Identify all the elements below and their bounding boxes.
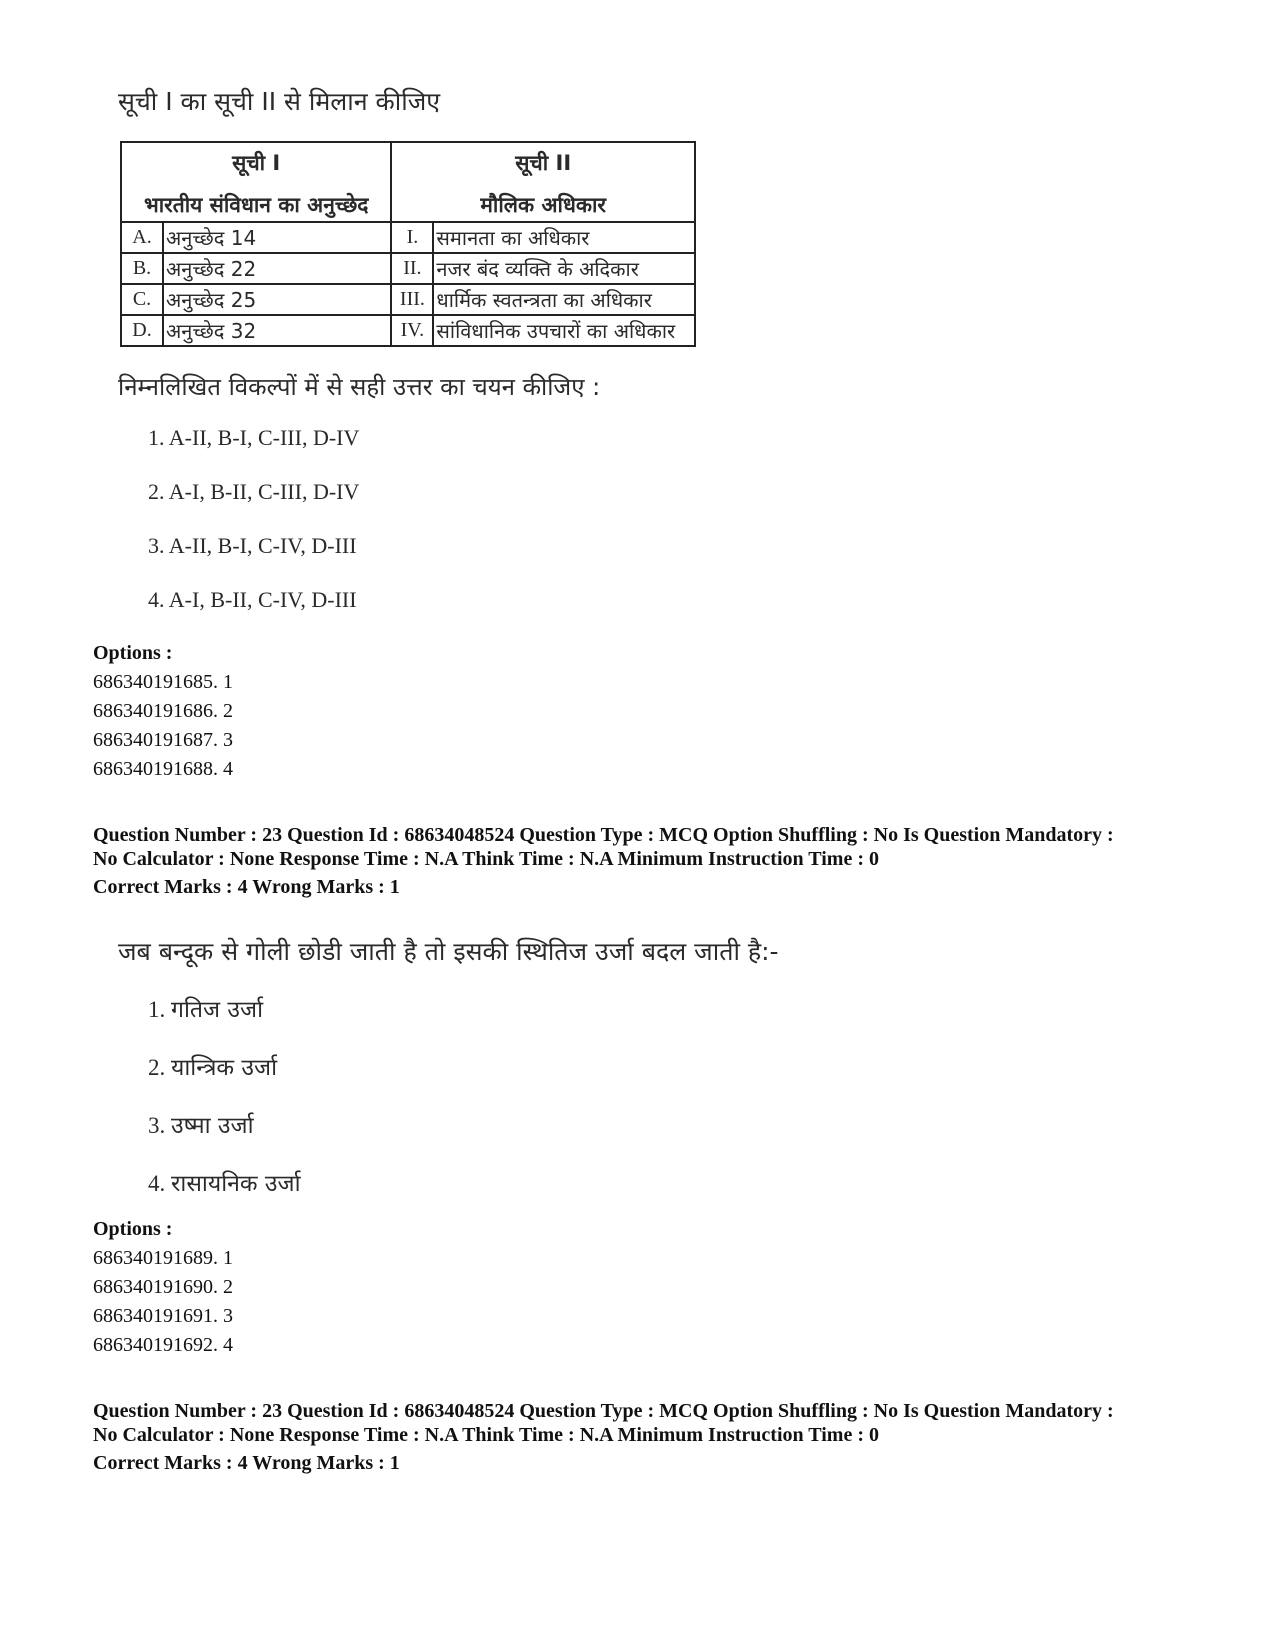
q1-option-id-4: 686340191688. 4 xyxy=(93,758,233,780)
choice-number: 1. xyxy=(148,997,171,1022)
choice-text: गतिज उर्जा xyxy=(171,997,264,1023)
article-cell: अनुच्छेद 14 xyxy=(163,222,391,253)
list1-header xyxy=(121,142,391,222)
marks-line: Correct Marks : 4 Wrong Marks : 1 xyxy=(93,1452,400,1474)
meta-line-2: No Calculator : None Response Time : N.A Think Time : N.A Minimum Instruction Time : 0 xyxy=(93,848,879,870)
table-row xyxy=(121,253,695,284)
meta-line-1: Question Number : 23 Question Id : 68634048524 Question Type : MCQ Option Shuffling : No Is Question Mandatory : xyxy=(93,824,1114,846)
article-cell: अनुच्छेद 25 xyxy=(163,284,391,315)
q1-options-label: Options : xyxy=(93,642,173,664)
table-row xyxy=(121,315,695,346)
question-meta-2 xyxy=(93,1399,1213,1475)
q1-option-id-3: 686340191687. 3 xyxy=(93,729,233,751)
q2-option-id-2: 686340191690. 2 xyxy=(93,1276,233,1298)
row-label: II. xyxy=(391,253,433,284)
meta-line-2: No Calculator : None Response Time : N.A Think Time : N.A Minimum Instruction Time : 0 xyxy=(93,1424,879,1446)
list1-title: सूची I xyxy=(232,151,281,175)
choice-text: उष्मा उर्जा xyxy=(171,1113,254,1139)
row-label: A. xyxy=(121,222,163,253)
article-cell: अनुच्छेद 22 xyxy=(163,253,391,284)
table-row xyxy=(121,284,695,315)
row-label: D. xyxy=(121,315,163,346)
choice-text: यान्त्रिक उर्जा xyxy=(171,1055,278,1081)
marks-line: Correct Marks : 4 Wrong Marks : 1 xyxy=(93,876,400,898)
q1-option-id-2: 686340191686. 2 xyxy=(93,700,233,722)
list1-subtitle: भारतीय संविधान का अनुच्छेद xyxy=(143,193,369,217)
q2-options-label: Options : xyxy=(93,1218,173,1240)
q2-choice-3 xyxy=(148,1108,254,1140)
q1-prompt: सूची I का सूची II से मिलान कीजिए xyxy=(118,87,441,116)
table-row xyxy=(121,222,695,253)
q2-option-id-1: 686340191689. 1 xyxy=(93,1247,233,1269)
q1-option-id-1: 686340191685. 1 xyxy=(93,671,233,693)
list2-header xyxy=(391,142,695,222)
q1-choice-3: 3. A-II, B-I, C-IV, D-III xyxy=(148,533,357,558)
right-cell: नजर बंद व्यक्ति के अदिकार xyxy=(433,253,695,284)
list2-subtitle: मौलिक अधिकार xyxy=(480,193,607,217)
q2-choice-2 xyxy=(148,1050,277,1082)
q2-choice-1 xyxy=(148,992,263,1024)
right-cell: समानता का अधिकार xyxy=(433,222,695,253)
row-label: I. xyxy=(391,222,433,253)
q1-instruction: निम्नलिखित विकल्पों में से सही उत्तर का चयन कीजिए : xyxy=(118,373,601,401)
meta-line-1: Question Number : 23 Question Id : 68634048524 Question Type : MCQ Option Shuffling : No Is Question Mandatory : xyxy=(93,1400,1114,1422)
q2-prompt: जब बन्दूक से गोली छोडी जाती है तो इसकी स्थितिज उर्जा बदल जाती है:- xyxy=(118,937,779,966)
choice-text: रासायनिक उर्जा xyxy=(171,1171,301,1197)
q2-choice-4 xyxy=(148,1166,301,1198)
choice-number: 3. xyxy=(148,1113,171,1138)
list2-title: सूची II xyxy=(515,151,572,175)
row-label: C. xyxy=(121,284,163,315)
match-table xyxy=(120,141,696,347)
right-cell: सांविधानिक उपचारों का अधिकार xyxy=(433,315,695,346)
match-table-header xyxy=(121,142,695,222)
choice-number: 2. xyxy=(148,1055,171,1080)
row-label: IV. xyxy=(391,315,433,346)
choice-number: 4. xyxy=(148,1171,171,1196)
row-label: B. xyxy=(121,253,163,284)
q1-choice-1: 1. A-II, B-I, C-III, D-IV xyxy=(148,425,360,450)
article-cell: अनुच्छेद 32 xyxy=(163,315,391,346)
q1-choice-4: 4. A-I, B-II, C-IV, D-III xyxy=(148,587,357,612)
question-meta-1 xyxy=(93,823,1213,899)
q1-choice-2: 2. A-I, B-II, C-III, D-IV xyxy=(148,479,360,504)
q2-option-id-3: 686340191691. 3 xyxy=(93,1305,233,1327)
right-cell: धार्मिक स्वतन्त्रता का अधिकार xyxy=(433,284,695,315)
q2-option-id-4: 686340191692. 4 xyxy=(93,1334,233,1356)
row-label: III. xyxy=(391,284,433,315)
